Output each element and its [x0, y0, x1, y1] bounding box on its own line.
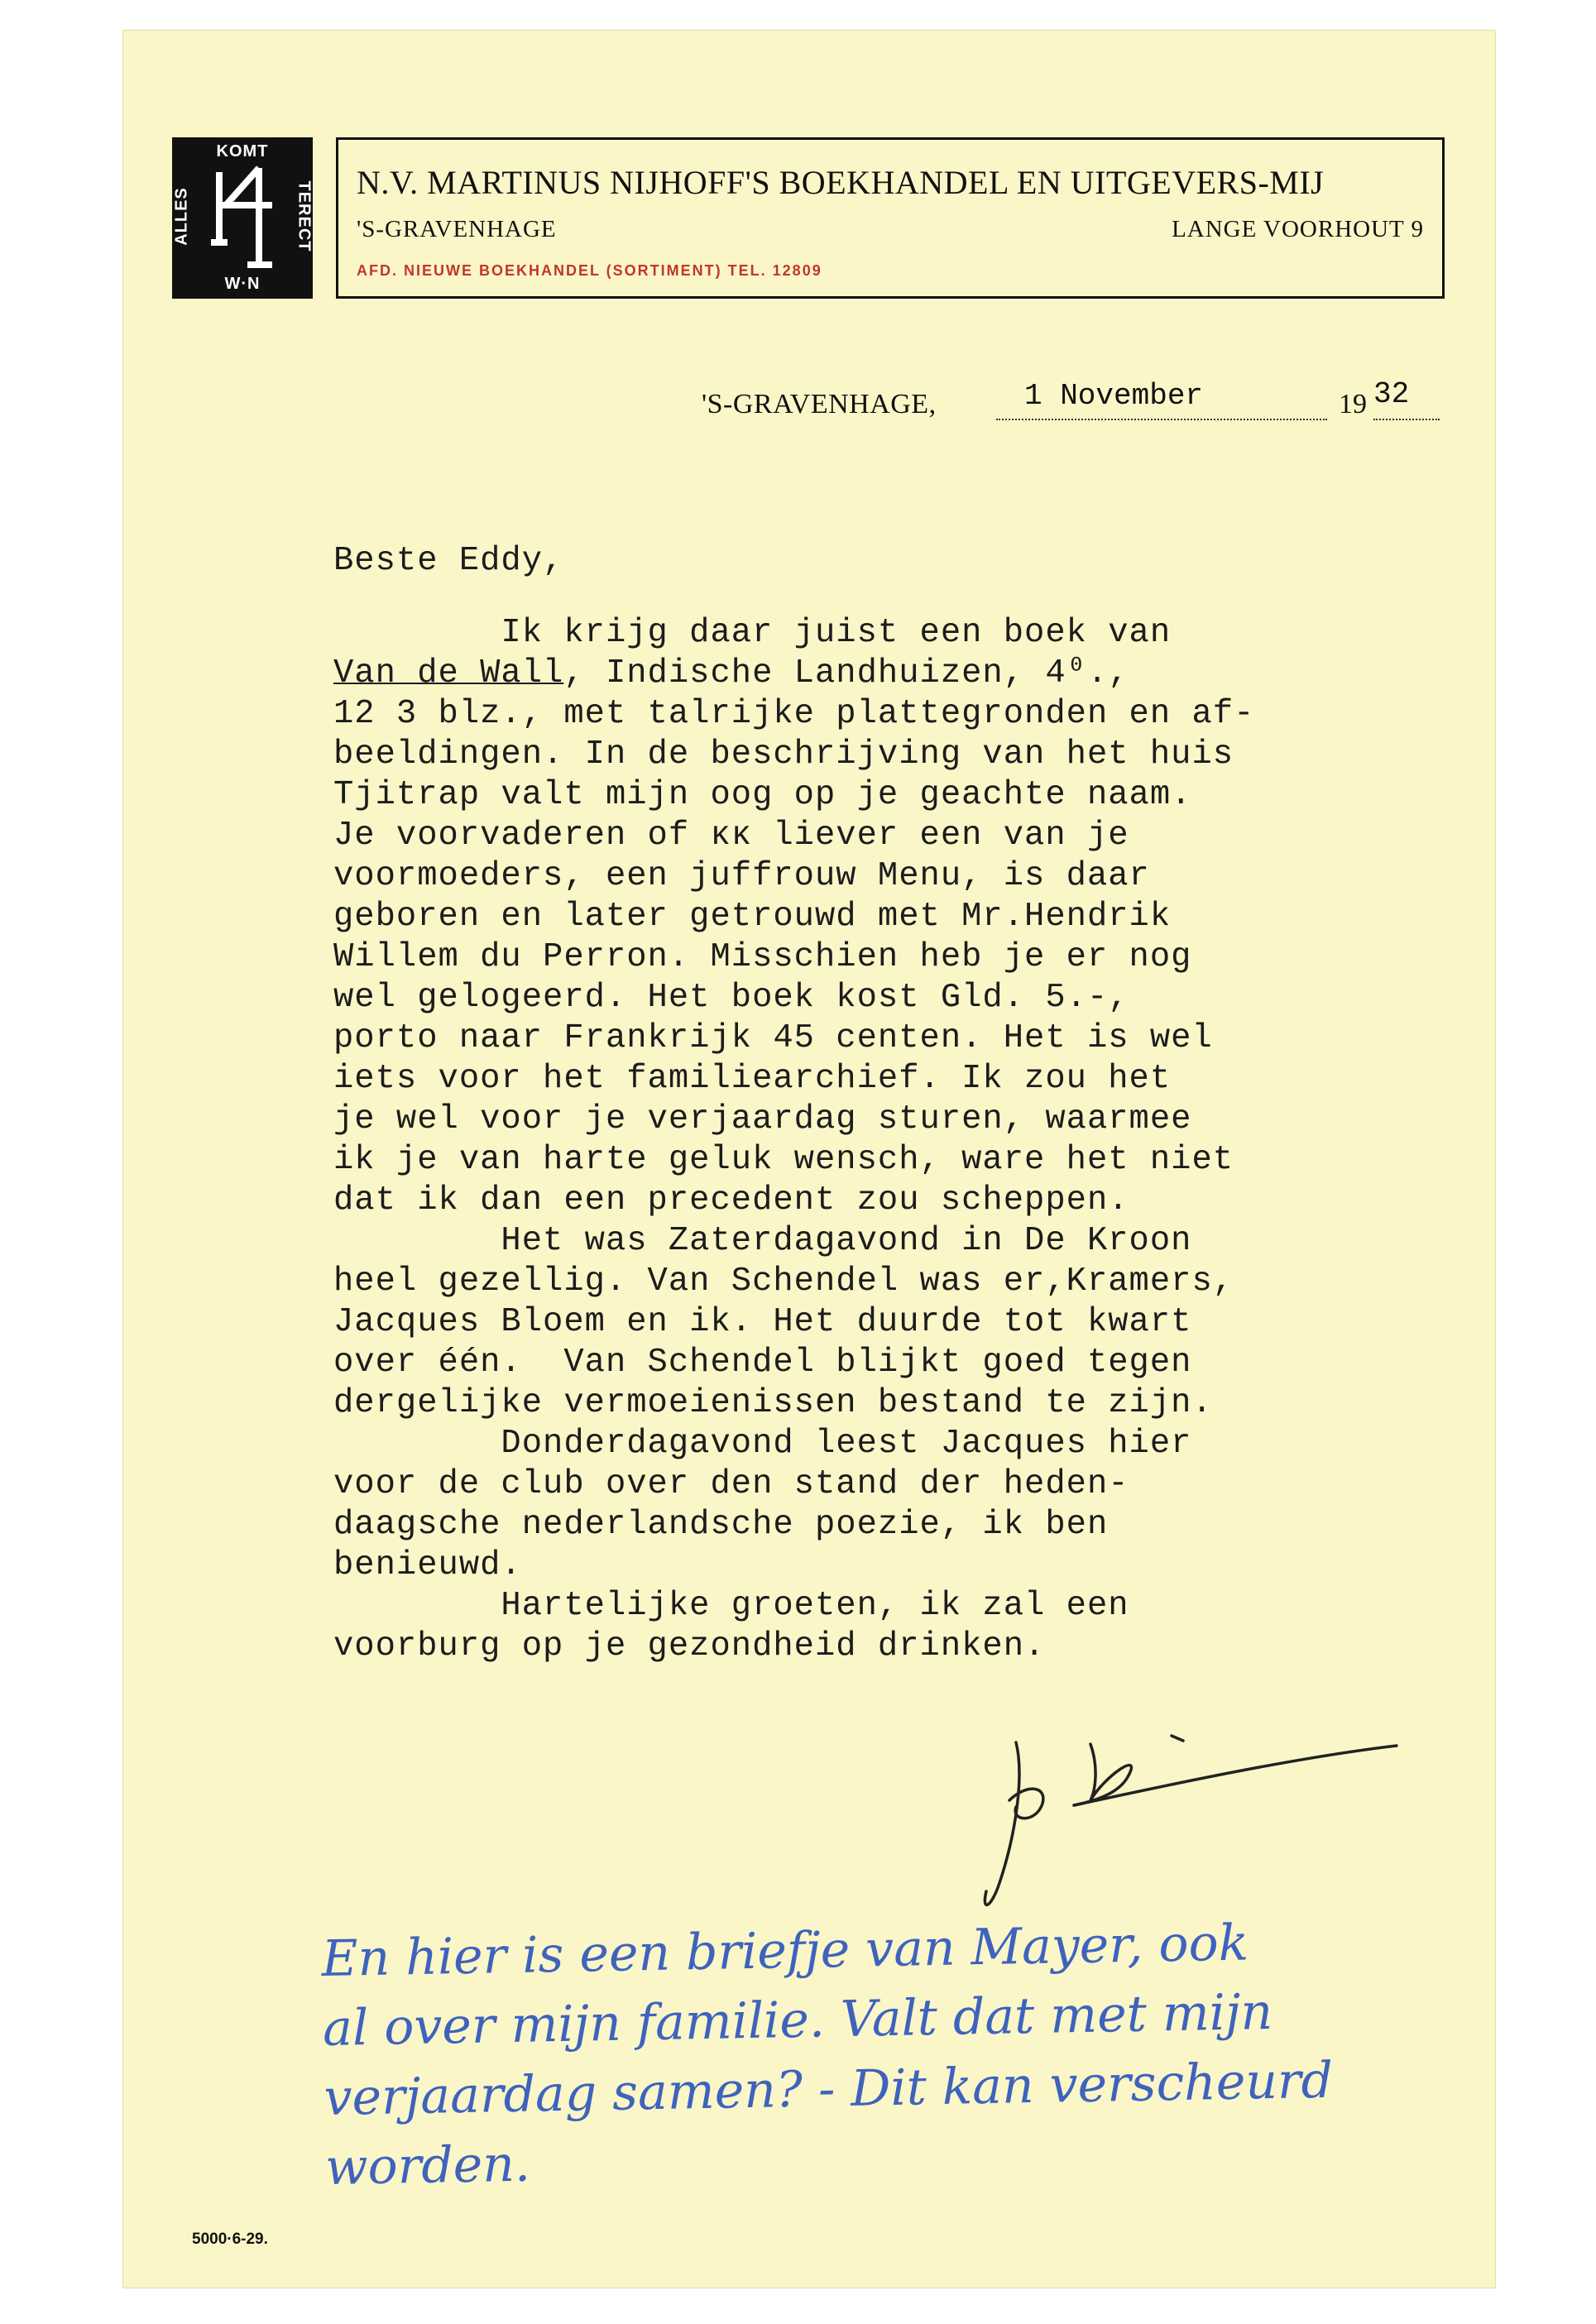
dateline — [702, 377, 1446, 427]
letter-line: heel gezellig. Van Schendel was er,Kramers, — [333, 1263, 1234, 1301]
letter-line: Tjitrap valt mijn oog op je geachte naam. — [333, 776, 1192, 814]
letter-line: ik je van harte geluk wensch, ware het niet — [333, 1141, 1234, 1179]
letterhead — [336, 137, 1445, 299]
handwritten-line: worden. — [324, 2135, 531, 2197]
logo-text-bottom: W·N — [224, 275, 261, 293]
dateline-year-prefix: 19 — [1339, 389, 1367, 419]
letter-line: daagsche nederlandsche poezie, ik ben — [333, 1506, 1109, 1544]
salutation: Beste Eddy, — [333, 542, 564, 580]
publisher-logo — [172, 137, 313, 299]
letter-line: je wel voor je verjaardag sturen, waarmee — [333, 1100, 1192, 1138]
company-city: 'S-GRAVENHAGE — [357, 216, 557, 242]
letter-line: beeldingen. In de beschrijving van het huis — [333, 736, 1234, 774]
letter-line: Ik krijg daar juist een boek van — [333, 614, 1172, 652]
underlined-author: Van de Wall — [333, 654, 564, 692]
dateline-date: 1 November — [1024, 379, 1204, 413]
dateline-dotted-rule — [996, 419, 1327, 420]
letter-line: voormoeders, een juffrouw Menu, is daar — [333, 857, 1150, 895]
letter-line: porto naar Frankrijk 45 centen. Het is wel — [333, 1019, 1213, 1057]
letter-paper — [122, 30, 1496, 2288]
letter-line: geboren en later getrouwd met Mr.Hendrik — [333, 898, 1172, 936]
letter-line: Van de Wall, Indische Landhuizen, 4⁰., — [333, 654, 1129, 692]
letter-line: voor de club over den stand der heden- — [333, 1465, 1129, 1503]
letter-line: Donderdagavond leest Jacques hier — [333, 1425, 1192, 1463]
letter-line: Jacques Bloem en ik. Het duurde tot kwart — [333, 1303, 1192, 1341]
handwritten-line: al over mijn familie. Valt dat met mijn — [322, 1982, 1273, 2058]
handwritten-line: verjaardag samen? - Dit kan verscheurd — [324, 2051, 1334, 2127]
print-code: 5000·6-29. — [192, 2231, 268, 2248]
letter-line: Hartelijke groeten, ik zal een — [333, 1587, 1129, 1625]
letter-line: voorburg op je gezondheid drinken. — [333, 1627, 1046, 1665]
letter-line: dergelijke vermoeienissen bestand te zijn. — [333, 1384, 1213, 1422]
logo-text-top: KOMT — [216, 142, 269, 161]
letter-line: iets voor het familiearchief. Ik zou het — [333, 1060, 1172, 1098]
letter-line: benieuwd. — [333, 1546, 522, 1584]
letter-line: Het was Zaterdagavond in De Kroon — [333, 1222, 1192, 1260]
company-address: LANGE VOORHOUT 9 — [1172, 216, 1424, 242]
handwritten-signature — [966, 1718, 1430, 1916]
logo-text-right: TERECT — [295, 180, 314, 252]
letter-line: over één. Van Schendel blijkt goed tegen — [333, 1344, 1192, 1382]
dateline-year-suffix: 32 — [1373, 377, 1410, 411]
letter-line: wel gelogeerd. Het boek kost Gld. 5.-, — [333, 979, 1129, 1017]
handwritten-line: En hier is een briefje van Mayer, ook — [321, 1914, 1249, 1988]
handwritten-note — [321, 1907, 1335, 2202]
letter-line: Je voorvaderen of ᴋᴋ liever een van je — [333, 817, 1129, 855]
company-name: N.V. MARTINUS NIJHOFF'S BOEKHANDEL EN UITGEVERS-MIJ — [357, 164, 1325, 201]
dateline-year-rule — [1373, 419, 1440, 420]
logo-text-left: ALLES — [172, 187, 191, 246]
letter-body — [333, 613, 1254, 1667]
department-line: AFD. NIEUWE BOEKHANDEL (SORTIMENT) TEL. 12809 — [357, 262, 822, 279]
letter-line: 12 3 blz., met talrijke plattegronden en af- — [333, 695, 1255, 733]
dateline-place: 'S-GRAVENHAGE, — [702, 389, 937, 419]
letter-line: Willem du Perron. Misschien heb je er nog — [333, 938, 1192, 976]
logo-monogram-icon — [201, 164, 284, 271]
letter-line: dat ik dan een precedent zou scheppen. — [333, 1181, 1129, 1220]
